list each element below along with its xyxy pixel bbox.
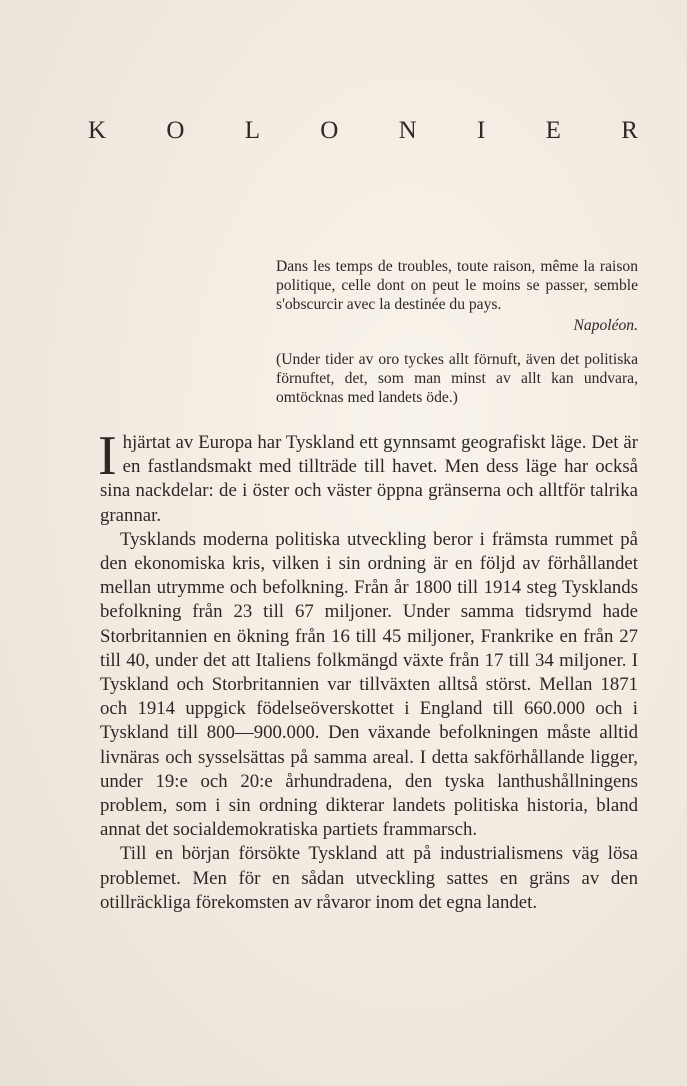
chapter-title-letter: K (88, 116, 107, 144)
paragraph-2: Tysklands moderna politiska utveckling beror i främsta rummet på den ekonomiska kris, vilken i sin ordning är en följd av förhållandet mellan utrymme och befolkning. Från år 1800 till 1914 steg Tysklands befolkning från 23 till 67 miljoner. Under samma tidsrymd hade Storbritannien en ökning från 16 till 45 miljoner, Frankrike en från 27 till 40, under det att Italiens folkmängd växte från 17 till 34 miljoner. I Tyskland och Storbritannien var tillväxten alltså störst. Mellan 1871 och 1914 uppgick födelseöverskottet i England till 660.000 och i Tyskland till 800—900.000. Den växande befolkningen måste alltid livnäras och sysselsättas på samma areal. I detta sakförhållande ligger, under 19:e och 20:e århundradena, den tyska lanthushållningens problem, som i sin ordning dikterar landets politiska historia, bland annat det socialdemokratiska partiets frammarsch. (100, 528, 638, 841)
chapter-title-letter: N (398, 116, 417, 144)
epigraph-quote: Dans les temps de troubles, toute raison, même la raison politique, celle dont on peut le moins se passer, semble s'obscurcir avec la destinée du pays. (276, 258, 638, 313)
chapter-body (98, 425, 638, 915)
paragraph-1-text: hjärtat av Europa har Tyskland ett gynnsamt geografiskt läge. Det är en fastlandsmakt med tillträde till havet. Men dess läge har också sina nackdelar: de i öster och väster öppna gränserna och alltför talrika grannar. (100, 432, 638, 526)
chapter-title-letter: R (621, 116, 638, 144)
chapter-title-letter: E (545, 116, 561, 144)
epigraph (276, 257, 638, 407)
paragraph-3: Till en början försökte Tyskland att på industrialismens väg lösa problemet. Men för en sådan utveckling sattes en gräns av den otillräckliga förekomsten av råvaror inom det egna landet. (100, 843, 638, 913)
chapter-title-letter: O (166, 116, 185, 144)
paragraph-1 (98, 425, 638, 528)
epigraph-translation: (Under tider av oro tyckes allt förnuft, även det politiska förnuftet, det, som man minst av allt kan undvara, omtöcknas med landets öde.) (276, 351, 638, 406)
drop-cap: I (98, 425, 117, 487)
chapter-title-letter: L (244, 116, 260, 144)
epigraph-attribution: Napoléon. (573, 317, 638, 334)
chapter-title (88, 117, 638, 145)
chapter-title-letter: I (477, 116, 486, 144)
chapter-title-letter: O (320, 116, 339, 144)
